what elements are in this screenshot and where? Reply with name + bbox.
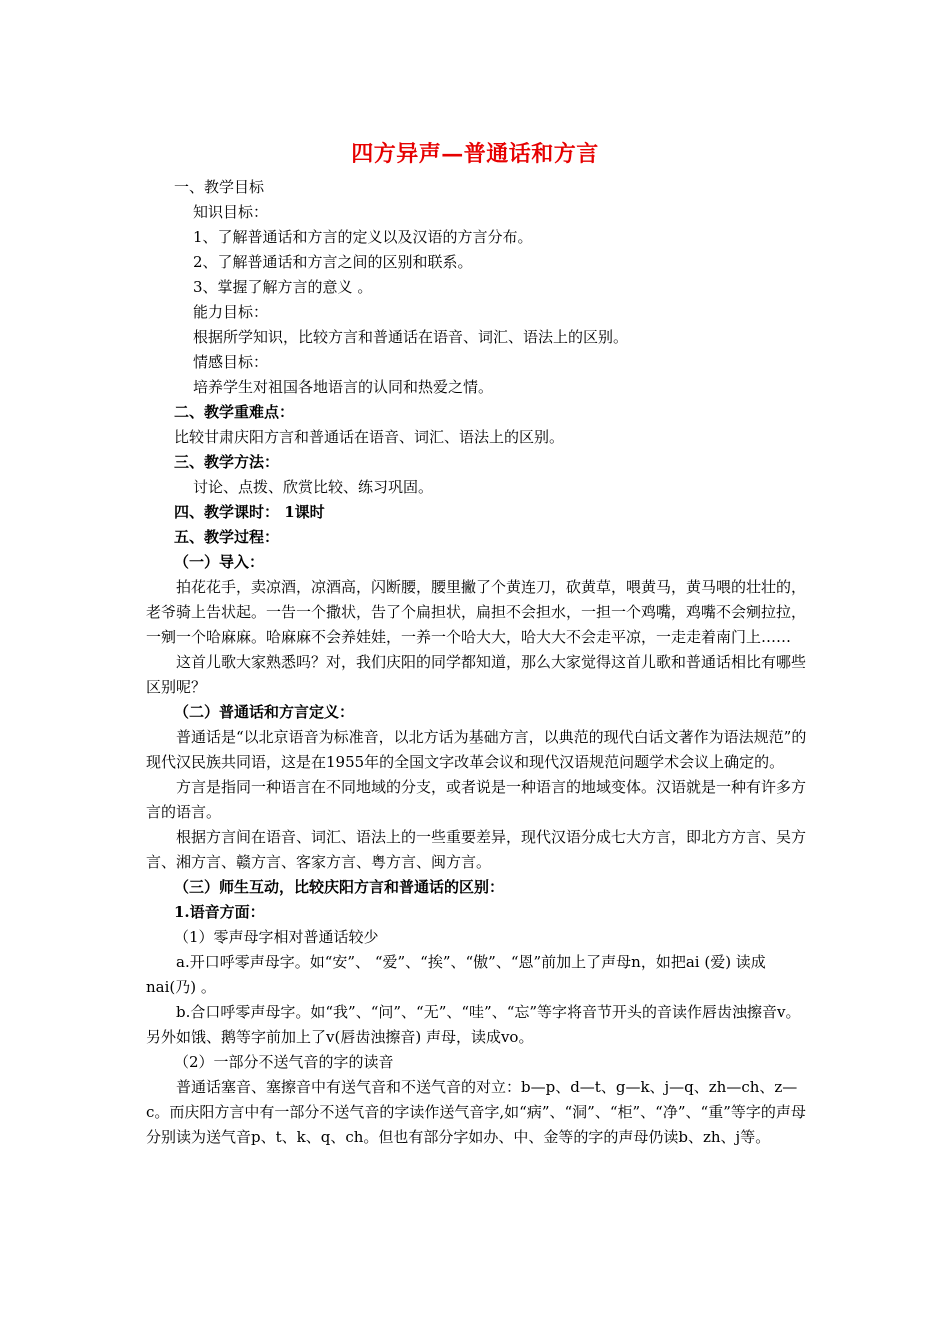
paragraph: 2、了解普通话和方言之间的区别和联系。: [193, 253, 473, 271]
paragraph: （一）导入：: [174, 553, 265, 571]
paragraph: 四、教学课时： 1课时: [174, 503, 325, 521]
paragraph: （三）师生互动，比较庆阳方言和普通话的区别：: [174, 878, 505, 896]
paragraph: b.合口呼零声母字。如“我”、“问”、“无”、“哇”、“忘”等字将音节开头的音读作唇齿浊擦音v。另外如饿、鹅等字前加上了v(唇齿浊擦音) 声母，读成vo。: [146, 1003, 801, 1046]
paragraph: 三、教学方法：: [174, 453, 280, 471]
paragraph: 五、教学过程：: [174, 528, 280, 546]
paragraph: 普通话塞音、塞擦音中有送气音和不送气音的对立：b—p、d—t、g—k、j—q、zh—ch、z—c。而庆阳方言中有一部分不送气音的字读作送气音字,如“病”、“洞”、“柜”、“净”、“重”等字的声母分别读为送气音p、t、k、q、ch。但也有部分字如办、中、金等的字的声母仍读b、zh、j等。: [146, 1078, 806, 1146]
paragraph: 讨论、点拨、欣赏比较、练习巩固。: [193, 478, 434, 496]
paragraph: 1.语音方面：: [174, 903, 265, 921]
paragraph: 这首儿歌大家熟悉吗？对，我们庆阳的同学都知道，那么大家觉得这首儿歌和普通话相比有哪些区别呢？: [146, 653, 807, 696]
paragraph: （二）普通话和方言定义：: [174, 703, 355, 721]
paragraph: 3、掌握了解方言的意义 。: [193, 278, 373, 296]
paragraph: 情感目标：: [193, 353, 269, 371]
paragraph: 普通话是“以北京语音为标准音，以北方话为基础方言，以典范的现代白话文著作为语法规范”的现代汉民族共同语，这是在1955年的全国文字改革会议和现代汉语规范问题学术会议上确定的。: [146, 728, 807, 771]
paragraph: （1）零声母字相对普通话较少: [174, 928, 379, 946]
paragraph: 一、教学目标: [174, 178, 265, 196]
paragraph: 能力目标：: [193, 303, 269, 321]
paragraph: 方言是指同一种语言在不同地域的分支，或者说是一种语言的地域变体。汉语就是一种有许多方言的语言。: [146, 778, 807, 821]
paragraph: 1、了解普通话和方言的定义以及汉语的方言分布。: [193, 228, 533, 246]
paragraph: 比较甘肃庆阳方言和普通话在语音、词汇、语法上的区别。: [174, 428, 565, 446]
paragraph: 拍花花手，卖凉酒，凉酒高，闪断腰，腰里撇了个黄连刀，砍黄草，喂黄马，黄马喂的壮壮的，老爷骑上告状起。一告一个撒状，告了个扁担状，扁担不会担水，一担一个鸡嘴，鸡嘴不会剜拉拉，一剜一个哈麻麻。哈麻麻不会养娃娃，一养一个哈大大，哈大大不会走平凉，一走走着南门上……: [146, 578, 807, 646]
document-body: [146, 175, 808, 1150]
paragraph: 知识目标：: [193, 203, 269, 221]
paragraph: 培养学生对祖国各地语言的认同和热爱之情。: [193, 378, 494, 396]
paragraph: 根据所学知识，比较方言和普通话在语音、词汇、语法上的区别。: [193, 328, 629, 346]
paragraph: a.开口呼零声母字。如“安”、 “爱”、“挨”、“傲”、“恩”前加上了声母n，如把ai (爱) 读成nai(乃) 。: [146, 953, 766, 996]
paragraph: 二、教学重难点：: [174, 403, 295, 421]
document-title: 四方异声—普通话和方言: [351, 141, 599, 167]
paragraph: 根据方言间在语音、词汇、语法上的一些重要差异，现代汉语分成七大方言，即北方方言、吴方言、湘方言、赣方言、客家方言、粤方言、闽方言。: [146, 828, 807, 871]
paragraph: （2）一部分不送气音的字的读音: [174, 1053, 394, 1071]
